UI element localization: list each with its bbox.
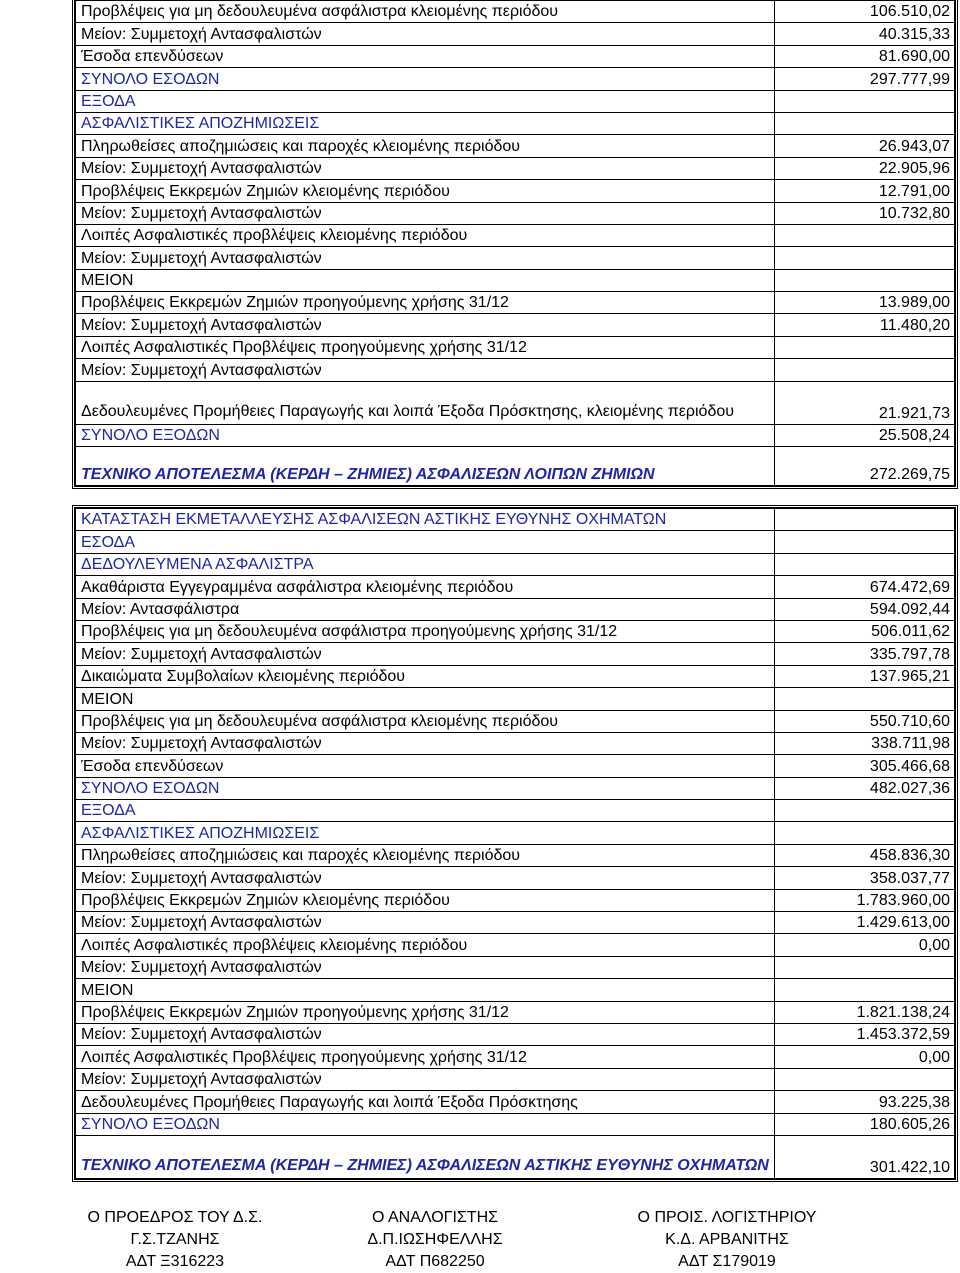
statement-row: [76, 112, 955, 134]
row-label: ΚΑΤΑΣΤΑΣΗ ΕΚΜΕΤΑΛΛΕΥΣΗΣ ΑΣΦΑΛΙΣΕΩΝ ΑΣΤΙΚΗΣ ΕΥΘΥΝΗΣ ΟΧΗΜΑΤΩΝ: [76, 509, 775, 531]
statement-row: [76, 509, 955, 531]
row-value: 358.037,77: [775, 867, 955, 889]
row-label: Δικαιώματα Συμβολαίων κλειομένης περιόδου: [76, 665, 775, 687]
row-value: 25.508,24: [775, 424, 955, 446]
statement-row: [76, 1068, 955, 1090]
statement-row: [76, 979, 955, 1001]
row-label: Προβλέψεις για μη δεδουλευμένα ασφάλιστρα κλειομένης περιόδου: [76, 1, 775, 23]
statement-row: [76, 867, 955, 889]
row-label: Μείον: Συμμετοχή Αντασφαλιστών: [76, 956, 775, 978]
row-value: 13.989,00: [775, 292, 955, 314]
statement-row: [76, 665, 955, 687]
row-label: Μείον: Συμμετοχή Αντασφαλιστών: [76, 23, 775, 45]
statement-row: [76, 45, 955, 67]
statement-row: [76, 912, 955, 934]
row-label: ΜΕΙΟΝ: [76, 979, 775, 1001]
statement-row: [76, 1135, 955, 1178]
row-value: [775, 531, 955, 553]
signature-name: Κ.Δ. ΑΡΒΑΝΙΤΗΣ: [665, 1231, 789, 1248]
row-label: Έσοδα επενδύσεων: [76, 45, 775, 67]
row-label: Λοιπές Ασφαλιστικές προβλέψεις κλειομένης περιόδου: [76, 934, 775, 956]
statement-row: [76, 643, 955, 665]
statement-row: [76, 292, 955, 314]
statement-row: [76, 732, 955, 754]
statement-row: [76, 755, 955, 777]
row-value: 137.965,21: [775, 665, 955, 687]
row-label: ΑΣΦΑΛΙΣΤΙΚΕΣ ΑΠΟΖΗΜΙΩΣΕΙΣ: [76, 112, 775, 134]
row-value: 1.821.138,24: [775, 1001, 955, 1023]
statement-row: [76, 314, 955, 336]
row-value: 0,00: [775, 1046, 955, 1068]
statement-row: [76, 1046, 955, 1068]
row-value: [775, 224, 955, 246]
statement-row: [76, 90, 955, 112]
row-value: 21.921,73: [775, 381, 955, 424]
row-value: [775, 1068, 955, 1090]
statement-row: [76, 620, 955, 642]
row-value: [775, 979, 955, 1001]
row-value: [775, 509, 955, 531]
row-value: [775, 269, 955, 291]
row-value: 180.605,26: [775, 1113, 955, 1135]
row-value: 81.690,00: [775, 45, 955, 67]
row-label: Λοιπές Ασφαλιστικές Προβλέψεις προηγούμενης χρήσης 31/12: [76, 1046, 775, 1068]
row-value: [775, 800, 955, 822]
row-value: 594.092,44: [775, 598, 955, 620]
signature-id: ΑΔΤ Σ179019: [678, 1253, 776, 1270]
statement-row: [76, 23, 955, 45]
statement-row: [76, 576, 955, 598]
technical-result-label: ΤΕΧΝΙΚΟ ΑΠΟΤΕΛΕΣΜΑ (ΚΕΡΔΗ – ΖΗΜΙΕΣ) ΑΣΦΑΛΙΣΕΩΝ ΛΟΙΠΩΝ ΖΗΜΙΩΝ: [76, 447, 775, 486]
signature-block-chairman: [80, 1207, 380, 1273]
row-value: [775, 553, 955, 575]
row-label: ΣΥΝΟΛΟ ΕΞΟΔΩΝ: [76, 424, 775, 446]
statement-row: [76, 224, 955, 246]
row-label: Προβλέψεις για μη δεδουλευμένα ασφάλιστρα προηγούμενης χρήσης 31/12: [76, 620, 775, 642]
row-label: ΔΕΔΟΥΛΕΥΜΕΝΑ ΑΣΦΑΛΙΣΤΡΑ: [76, 553, 775, 575]
row-value: 482.027,36: [775, 777, 955, 799]
row-label: Προβλέψεις Εκκρεμών Ζημιών προηγούμενης χρήσης 31/12: [76, 292, 775, 314]
technical-result-value: 272.269,75: [775, 447, 955, 486]
statement-row: [76, 934, 955, 956]
statement-row: [76, 202, 955, 224]
row-label: Λοιπές Ασφαλιστικές Προβλέψεις προηγούμενης χρήσης 31/12: [76, 336, 775, 358]
row-label: Μείον: Συμμετοχή Αντασφαλιστών: [76, 732, 775, 754]
row-label: Λοιπές Ασφαλιστικές προβλέψεις κλειομένης περιόδου: [76, 224, 775, 246]
row-label: Προβλέψεις Εκκρεμών Ζημιών κλειομένης περιόδου: [76, 889, 775, 911]
row-label: Πληρωθείσες αποζημιώσεις και παροχές κλειομένης περιόδου: [76, 844, 775, 866]
row-label: Προβλέψεις Εκκρεμών Ζημιών προηγούμενης χρήσης 31/12: [76, 1001, 775, 1023]
row-label: Προβλέψεις Εκκρεμών Ζημιών κλειομένης περιόδου: [76, 180, 775, 202]
row-label: ΕΞΟΔΑ: [76, 90, 775, 112]
row-value: 335.797,78: [775, 643, 955, 665]
statement-row: [76, 68, 955, 90]
row-value: 0,00: [775, 934, 955, 956]
statement-row: [76, 359, 955, 381]
row-value: 1.429.613,00: [775, 912, 955, 934]
technical-result-row: [76, 447, 955, 486]
statement-row: [76, 800, 955, 822]
statement-table: [75, 0, 955, 486]
signature-block-accounting-head: [628, 1207, 928, 1273]
row-label: ΤΕΧΝΙΚΟ ΑΠΟΤΕΛΕΣΜΑ (ΚΕΡΔΗ – ΖΗΜΙΕΣ) ΑΣΦΑΛΙΣΕΩΝ ΑΣΤΙΚΗΣ ΕΥΘΥΝΗΣ ΟΧΗΜΑΤΩΝ: [76, 1135, 775, 1178]
statement-row: [76, 822, 955, 844]
row-value: 674.472,69: [775, 576, 955, 598]
row-value: 550.710,60: [775, 710, 955, 732]
signature-title: Ο ΠΡΟΙΣ. ΛΟΓΙΣΤΗΡΙΟΥ: [637, 1209, 817, 1226]
statement-row: [76, 1023, 955, 1045]
statement-row: [76, 424, 955, 446]
row-label: Μείον: Συμμετοχή Αντασφαλιστών: [76, 157, 775, 179]
row-value: 458.836,30: [775, 844, 955, 866]
row-value: 338.711,98: [775, 732, 955, 754]
row-value: 305.466,68: [775, 755, 955, 777]
row-value: 26.943,07: [775, 135, 955, 157]
row-value: 40.315,33: [775, 23, 955, 45]
row-label: Μείον: Συμμετοχή Αντασφαλιστών: [76, 314, 775, 336]
row-value: 22.905,96: [775, 157, 955, 179]
row-value: 297.777,99: [775, 68, 955, 90]
statement-row: [76, 598, 955, 620]
row-value: [775, 247, 955, 269]
row-label: ΜΕΙΟΝ: [76, 269, 775, 291]
row-value: 12.791,00: [775, 180, 955, 202]
row-label: Μείον: Συμμετοχή Αντασφαλιστών: [76, 247, 775, 269]
statement-row: [76, 889, 955, 911]
statement-row: [76, 381, 955, 424]
row-label: ΕΞΟΔΑ: [76, 800, 775, 822]
row-label: Μείον: Συμμετοχή Αντασφαλιστών: [76, 1068, 775, 1090]
statement-section-other-damages: [72, 0, 958, 489]
statement-row: [76, 777, 955, 799]
signature-id: ΑΔΤ Ξ316223: [125, 1253, 225, 1270]
statement-section-motor-liability: [72, 505, 958, 1182]
statement-row: [76, 180, 955, 202]
row-label: ΑΣΦΑΛΙΣΤΙΚΕΣ ΑΠΟΖΗΜΙΩΣΕΙΣ: [76, 822, 775, 844]
row-value: 93.225,38: [775, 1091, 955, 1113]
statement-row: [76, 157, 955, 179]
statement-table-body: [76, 1, 955, 486]
signature-title: Ο ΑΝΑΛΟΓΙΣΤΗΣ: [371, 1209, 499, 1226]
row-label: ΣΥΝΟΛΟ ΕΞΟΔΩΝ: [76, 1113, 775, 1135]
row-value: [775, 822, 955, 844]
statement-row: [76, 336, 955, 358]
row-label: Προβλέψεις για μη δεδουλευμένα ασφάλιστρα κλειομένης περιόδου: [76, 710, 775, 732]
row-label: Ακαθάριστα Εγγεγραμμένα ασφάλιστρα κλειομένης περιόδου: [76, 576, 775, 598]
row-label: Πληρωθείσες αποζημιώσεις και παροχές κλειομένης περιόδου: [76, 135, 775, 157]
row-value: [775, 688, 955, 710]
row-label: Μείον: Συμμετοχή Αντασφαλιστών: [76, 202, 775, 224]
row-label: Δεδουλευμένες Προμήθειες Παραγωγής και λοιπά Έξοδα Πρόσκτησης: [76, 1091, 775, 1113]
statement-row: [76, 710, 955, 732]
statement-row: [76, 1113, 955, 1135]
row-label: Μείον: Συμμετοχή Αντασφαλιστών: [76, 867, 775, 889]
row-value: [775, 359, 955, 381]
statement-table-body: [76, 509, 955, 1179]
signature-name: Δ.Π.ΙΩΣΗΦΕΛΛΗΣ: [367, 1231, 503, 1248]
statement-row: [76, 1001, 955, 1023]
statement-table: [75, 508, 955, 1179]
row-value: [775, 112, 955, 134]
row-label: Έσοδα επενδύσεων: [76, 755, 775, 777]
statement-row: [76, 1091, 955, 1113]
row-label: ΣΥΝΟΛΟ ΕΣΟΔΩΝ: [76, 777, 775, 799]
row-value: 11.480,20: [775, 314, 955, 336]
statement-row: [76, 956, 955, 978]
statement-row: [76, 844, 955, 866]
row-value: [775, 336, 955, 358]
signature-id: ΑΔΤ Π682250: [385, 1253, 485, 1270]
row-label: ΕΣΟΔΑ: [76, 531, 775, 553]
row-label: Μείον: Συμμετοχή Αντασφαλιστών: [76, 359, 775, 381]
row-label: Μείον: Συμμετοχή Αντασφαλιστών: [76, 912, 775, 934]
signature-title: Ο ΠΡΟΕΔΡΟΣ ΤΟΥ Δ.Σ.: [87, 1209, 263, 1226]
statement-row: [76, 531, 955, 553]
row-value: [775, 956, 955, 978]
statement-row: [76, 269, 955, 291]
signature-block-actuary: [362, 1207, 662, 1273]
statement-row: [76, 688, 955, 710]
statement-row: [76, 1, 955, 23]
row-value: 10.732,80: [775, 202, 955, 224]
row-label: Μείον: Συμμετοχή Αντασφαλιστών: [76, 643, 775, 665]
row-value: [775, 90, 955, 112]
statement-row: [76, 247, 955, 269]
row-value: 301.422,10: [775, 1135, 955, 1178]
statement-row: [76, 135, 955, 157]
row-value: 106.510,02: [775, 1, 955, 23]
row-value: 1.783.960,00: [775, 889, 955, 911]
row-label: Δεδουλευμένες Προμήθειες Παραγωγής και λοιπά Έξοδα Πρόσκτησης, κλειομένης περιόδου: [76, 381, 775, 424]
signature-name: Γ.Σ.ΤΖΑΝΗΣ: [130, 1231, 220, 1248]
row-label: ΜΕΙΟΝ: [76, 688, 775, 710]
row-label: ΣΥΝΟΛΟ ΕΣΟΔΩΝ: [76, 68, 775, 90]
row-value: 1.453.372,59: [775, 1023, 955, 1045]
row-value: 506.011,62: [775, 620, 955, 642]
statement-row: [76, 553, 955, 575]
row-label: Μείον: Συμμετοχή Αντασφαλιστών: [76, 1023, 775, 1045]
row-label: Μείον: Αντασφάλιστρα: [76, 598, 775, 620]
